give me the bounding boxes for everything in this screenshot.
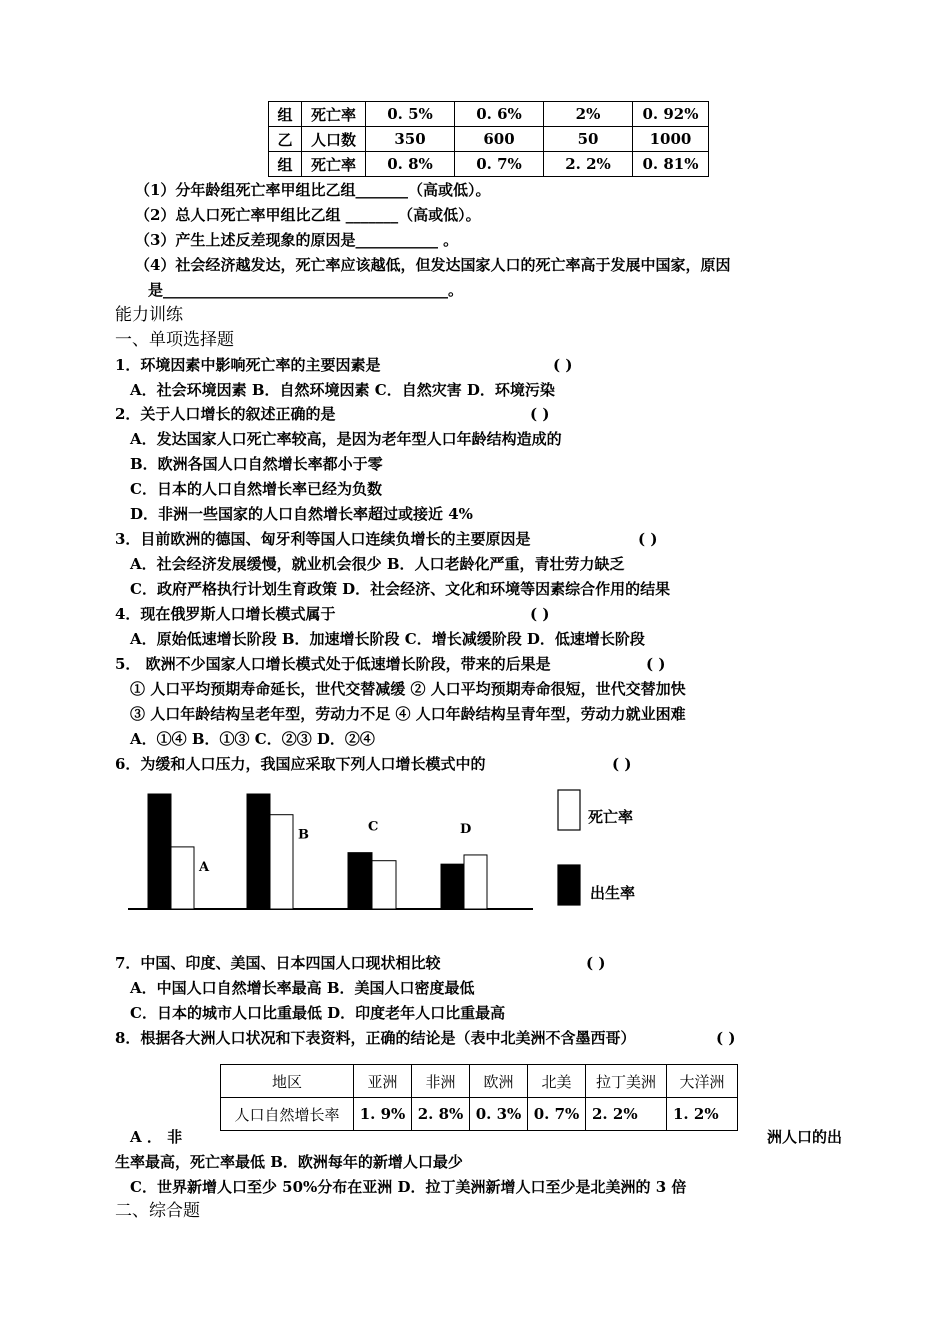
table-header-cell: 欧洲: [470, 1065, 528, 1098]
question-7-stem: 7．中国、印度、美国、日本四国人口现状相比较: [115, 954, 441, 972]
table-cell: 1000: [633, 127, 709, 152]
question-6-stem: 6．为缓和人口压力，我国应采取下列人口增长模式中的: [115, 755, 486, 773]
table-cell: 组: [269, 152, 302, 177]
legend-swatch-birth-rate: [558, 865, 580, 905]
bar-death-rate-C: [372, 861, 396, 909]
table-cell: 0. 6%: [455, 102, 544, 127]
question-2-option-a: A．发达国家人口死亡率较高，是因为老年型人口年龄结构造成的: [130, 430, 562, 448]
bar-label-A: A: [199, 859, 210, 875]
question-8-options-line2: 生率最高，死亡率最低 B．欧洲每年的新增人口最少: [115, 1153, 463, 1171]
table-cell: 组: [269, 102, 302, 127]
table-header-cell: 北美: [528, 1065, 586, 1098]
question-2-option-b: B．欧洲各国人口自然增长率都小于零: [130, 455, 383, 473]
question-5-statements-1: ① 人口平均预期寿命延长，世代交替减缓 ② 人口平均预期寿命很短，世代交替加快: [130, 680, 686, 698]
legend-swatch-death-rate: [558, 790, 580, 830]
question-1-stem: 1．环境因素中影响死亡率的主要因素是: [115, 356, 381, 374]
question-2-option-c: C．日本的人口自然增长率已经为负数: [130, 480, 382, 498]
question-4-options: A．原始低速增长阶段 B．加速增长阶段 C．增长减缓阶段 D．低速增长阶段: [130, 630, 645, 648]
question-3-options-ab: A．社会经济发展缓慢，就业机会很少 B．人口老龄化严重，青壮劳力缺乏: [130, 555, 625, 573]
table-header-cell: 亚洲: [354, 1065, 412, 1098]
question-8-option-a-start: A ． 非: [130, 1128, 183, 1146]
bar-death-rate-B: [270, 815, 293, 909]
answer-paren: ( ): [553, 356, 573, 374]
section-heading-single-choice: 一、单项选择题: [115, 330, 234, 350]
answer-paren: ( ): [530, 405, 550, 423]
bar-death-rate-A: [171, 847, 194, 909]
question-1-options: A．社会环境因素 B．自然环境因素 C．自然灾害 D．环境污染: [130, 381, 555, 399]
blank-question-2: （2）总人口死亡率甲组比乙组 _______（高或低）。: [135, 206, 481, 224]
table-cell: 0. 81%: [633, 152, 709, 177]
question-8-options-line3: C．世界新增人口至少 50%分布在亚洲 D．拉丁美洲新增人口至少是北美洲的 3 倍: [130, 1178, 687, 1196]
table-cell: 0. 92%: [633, 102, 709, 127]
table-cell: 0. 3%: [470, 1098, 528, 1131]
question-5-statements-2: ③ 人口年龄结构呈老年型，劳动力不足 ④ 人口年龄结构呈青年型，劳动力就业困难: [130, 705, 686, 723]
section-heading-ability: 能力训练: [115, 305, 183, 325]
section-heading-comprehensive: 二、综合题: [115, 1201, 200, 1221]
blank-question-4-cont: 是______________________________________。: [148, 281, 464, 299]
table-cell: 0. 7%: [528, 1098, 586, 1131]
growth-rate-table: [220, 1064, 738, 1131]
table-cell: 1. 2%: [667, 1098, 738, 1131]
table-cell: 2. 2%: [586, 1098, 667, 1131]
table-cell: 死亡率: [302, 102, 366, 127]
table-cell: 0. 5%: [366, 102, 455, 127]
table-header-row: [221, 1065, 738, 1098]
legend-label-death-rate: 死亡率: [588, 808, 634, 826]
blank-question-3: （3）产生上述反差现象的原因是___________ 。: [135, 231, 459, 249]
question-8-option-a-end: 洲人口的出: [767, 1128, 843, 1146]
table-cell: 350: [366, 127, 455, 152]
table-cell: 1. 9%: [354, 1098, 412, 1131]
answer-paren: ( ): [638, 530, 658, 548]
bar-birth-rate-C: [348, 853, 372, 909]
table-cell: 2. 2%: [544, 152, 633, 177]
answer-paren: ( ): [586, 954, 606, 972]
question-5-options: A．①④ B．①③ C．②③ D．②④: [130, 730, 375, 748]
question-8-stem: 8．根据各大洲人口状况和下表资料，正确的结论是（表中北美洲不含墨西哥）: [115, 1029, 636, 1047]
table-cell: 0. 8%: [366, 152, 455, 177]
bar-birth-rate-A: [148, 794, 171, 909]
table-cell: 0. 7%: [455, 152, 544, 177]
bar-label-B: B: [298, 827, 309, 843]
answer-paren: ( ): [530, 605, 550, 623]
question-3-stem: 3．目前欧洲的德国、匈牙利等国人口连续负增长的主要原因是: [115, 530, 531, 548]
question-5-stem: 5． 欧洲不少国家人口增长模式处于低速增长阶段，带来的后果是: [115, 655, 551, 673]
bar-death-rate-D: [464, 855, 487, 909]
question-4-stem: 4．现在俄罗斯人口增长模式属于: [115, 605, 336, 623]
bar-birth-rate-D: [441, 864, 464, 909]
table-header-cell: 非洲: [412, 1065, 470, 1098]
question-3-options-cd: C．政府严格执行计划生育政策 D．社会经济、文化和环境等因素综合作用的结果: [130, 580, 671, 598]
table-header-cell: 拉丁美洲: [586, 1065, 667, 1098]
question-2-stem: 2．关于人口增长的叙述正确的是: [115, 405, 336, 423]
blank-question-4: （4）社会经济越发达，死亡率应该越低，但发达国家人口的死亡率高于发展中国家，原因: [135, 256, 731, 274]
answer-paren: ( ): [646, 655, 666, 673]
table-cell: 乙: [269, 127, 302, 152]
bar-label-C: C: [368, 819, 379, 835]
question-7-options-cd: C．日本的城市人口比重最低 D．印度老年人口比重最高: [130, 1004, 506, 1022]
answer-paren: ( ): [612, 755, 632, 773]
table-header-cell: 大洋洲: [667, 1065, 738, 1098]
answer-paren: ( ): [716, 1029, 736, 1047]
bar-birth-rate-B: [247, 794, 270, 909]
table-cell: 人口自然增长率: [221, 1098, 354, 1131]
table-cell: 人口数: [302, 127, 366, 152]
table-cell: 50: [544, 127, 633, 152]
table-cell: 2%: [544, 102, 633, 127]
legend-label-birth-rate: 出生率: [590, 884, 636, 902]
blank-question-1: （1）分年龄组死亡率甲组比乙组_______（高或低）。: [135, 181, 491, 199]
table-cell: 2. 8%: [412, 1098, 470, 1131]
table-row: [221, 1098, 738, 1131]
table-cell: 死亡率: [302, 152, 366, 177]
question-2-option-d: D．非洲一些国家的人口自然增长率超过或接近 4%: [130, 505, 473, 523]
bar-label-D: D: [460, 821, 472, 837]
question-7-options-ab: A．中国人口自然增长率最高 B．美国人口密度最低: [130, 979, 475, 997]
table-header-cell: 地区: [221, 1065, 354, 1098]
table-cell: 600: [455, 127, 544, 152]
